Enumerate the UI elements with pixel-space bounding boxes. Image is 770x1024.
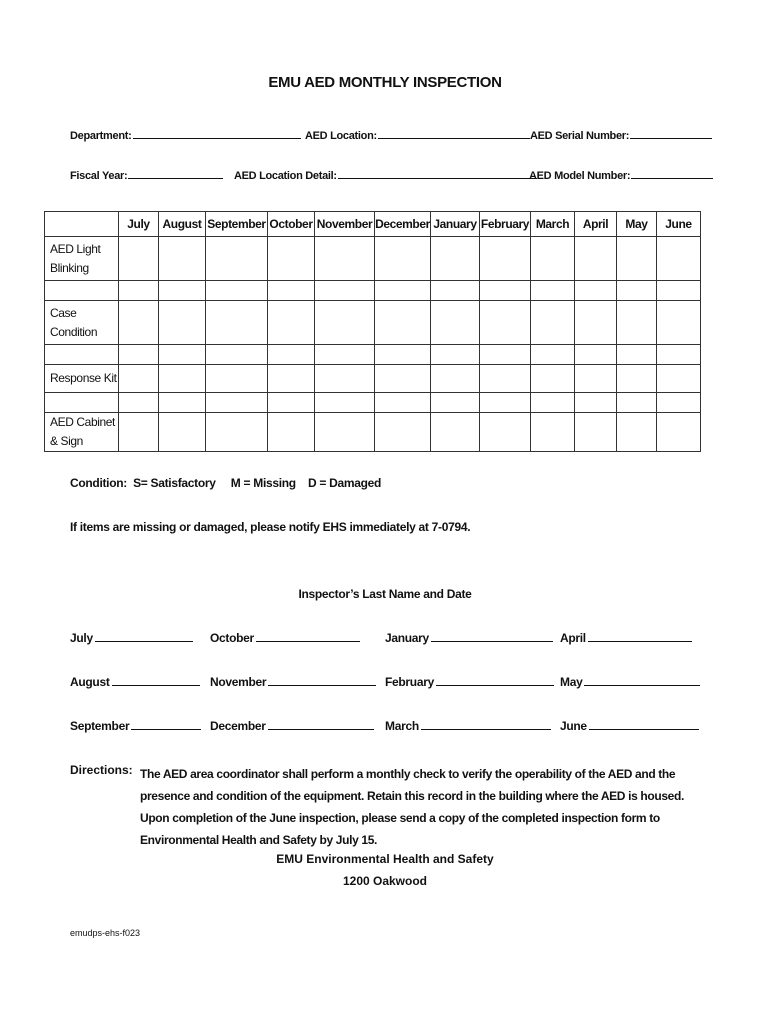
spacer-cell <box>657 393 701 413</box>
fiscal-year-label: Fiscal Year: <box>70 170 128 182</box>
inspection-cell[interactable] <box>617 301 657 345</box>
row-label <box>45 237 119 281</box>
inspection-cell[interactable] <box>206 237 268 281</box>
aed-serial-number-input-line[interactable] <box>630 128 712 139</box>
inspection-cell[interactable] <box>657 365 701 393</box>
sig-march-label: March <box>385 719 419 733</box>
inspection-row <box>45 237 701 281</box>
spacer-cell <box>268 393 315 413</box>
inspection-cell[interactable] <box>480 365 531 393</box>
inspection-cell[interactable] <box>617 413 657 452</box>
fiscal-year-field[interactable] <box>70 168 223 182</box>
spacer-cell <box>657 281 701 301</box>
aed-model-number-field[interactable] <box>529 168 713 182</box>
spacer-cell <box>431 345 480 365</box>
month-header: July <box>119 212 159 237</box>
inspection-cell[interactable] <box>159 237 206 281</box>
inspection-cell[interactable] <box>431 365 480 393</box>
spacer-cell <box>45 281 119 301</box>
sig-september-label: September <box>70 719 130 733</box>
row-label-line2: Blinking <box>50 260 89 275</box>
spacer-cell <box>431 281 480 301</box>
corner-cell <box>45 212 119 237</box>
spacer-cell <box>617 345 657 365</box>
row-label <box>45 301 119 345</box>
sig-may[interactable] <box>560 674 700 689</box>
month-header: April <box>575 212 617 237</box>
spacer-row <box>45 393 701 413</box>
spacer-cell <box>206 345 268 365</box>
legend-missing: M = Missing <box>230 476 296 490</box>
footer-address: 1200 Oakwood <box>342 874 428 888</box>
sig-december-label: December <box>210 719 266 733</box>
sig-january-line[interactable] <box>431 630 553 642</box>
sig-december[interactable] <box>210 718 374 733</box>
spacer-cell <box>617 393 657 413</box>
inspection-cell[interactable] <box>375 413 431 452</box>
aed-model-number-label: AED Model Number: <box>529 170 631 182</box>
month-header: March <box>531 212 575 237</box>
form-code: emudps-ehs-f023 <box>70 928 141 938</box>
row-label <box>45 365 119 393</box>
spacer-cell <box>159 393 206 413</box>
sig-september-line[interactable] <box>131 718 201 730</box>
inspection-cell[interactable] <box>657 237 701 281</box>
spacer-cell <box>315 281 375 301</box>
sig-june-label: June <box>560 719 587 733</box>
inspection-row <box>45 365 701 393</box>
inspection-cell[interactable] <box>431 301 480 345</box>
spacer-cell <box>315 345 375 365</box>
inspection-cell[interactable] <box>119 413 159 452</box>
sig-july[interactable] <box>70 630 193 645</box>
inspection-cell[interactable] <box>159 301 206 345</box>
inspection-row <box>45 301 701 345</box>
aed-location-label: AED Location: <box>305 130 377 142</box>
inspection-cell[interactable] <box>268 301 315 345</box>
sig-february[interactable] <box>385 674 554 689</box>
sig-november-line[interactable] <box>268 674 376 686</box>
spacer-cell <box>431 393 480 413</box>
sig-october[interactable] <box>210 630 360 645</box>
row-label-line1: Case <box>50 305 77 320</box>
spacer-row <box>45 281 701 301</box>
inspection-cell[interactable] <box>268 365 315 393</box>
spacer-cell <box>531 345 575 365</box>
notice-text: If items are missing or damaged, please notify EHS immediately at 7-0794. <box>70 520 471 534</box>
spacer-cell <box>480 393 531 413</box>
sig-august-label: August <box>70 675 110 689</box>
row-label-line1: AED Light <box>50 241 101 256</box>
inspection-cell[interactable] <box>480 413 531 452</box>
inspection-cell[interactable] <box>315 365 375 393</box>
inspection-cell[interactable] <box>657 301 701 345</box>
inspection-cell[interactable] <box>268 413 315 452</box>
aed-location-detail-field[interactable] <box>234 168 537 182</box>
sig-april-label: April <box>560 631 586 645</box>
inspection-cell[interactable] <box>531 301 575 345</box>
aed-serial-number-field[interactable] <box>530 128 712 142</box>
inspection-cell[interactable] <box>480 301 531 345</box>
sig-july-label: July <box>70 631 93 645</box>
month-header: September <box>206 212 268 237</box>
sig-december-line[interactable] <box>268 718 374 730</box>
inspection-cell[interactable] <box>159 365 206 393</box>
inspection-grid <box>44 211 701 452</box>
directions-label: Directions: <box>70 763 133 777</box>
inspection-cell[interactable] <box>575 301 617 345</box>
sig-may-line[interactable] <box>584 674 700 686</box>
spacer-cell <box>480 345 531 365</box>
sig-june-line[interactable] <box>589 718 699 730</box>
spacer-cell <box>206 281 268 301</box>
aed-location-input-line[interactable] <box>378 128 530 139</box>
sig-january[interactable] <box>385 630 553 645</box>
sig-february-line[interactable] <box>436 674 554 686</box>
inspection-cell[interactable] <box>617 237 657 281</box>
aed-location-detail-input-line[interactable] <box>338 168 537 179</box>
row-label-line2: & Sign <box>50 434 83 448</box>
row-label <box>45 413 119 452</box>
spacer-cell <box>531 393 575 413</box>
inspection-cell[interactable] <box>531 237 575 281</box>
month-header: November <box>315 212 375 237</box>
row-label-line1: Response Kit <box>50 371 117 385</box>
sig-october-line[interactable] <box>256 630 360 642</box>
spacer-cell <box>206 393 268 413</box>
sig-april-line[interactable] <box>588 630 692 642</box>
spacer-row <box>45 345 701 365</box>
spacer-cell <box>575 393 617 413</box>
spacer-cell <box>119 281 159 301</box>
inspection-cell[interactable] <box>119 237 159 281</box>
sig-september[interactable] <box>70 718 201 733</box>
month-header-row <box>45 212 701 237</box>
aed-model-number-input-line[interactable] <box>631 168 713 179</box>
spacer-cell <box>531 281 575 301</box>
inspection-cell[interactable] <box>531 413 575 452</box>
inspection-cell[interactable] <box>375 301 431 345</box>
sig-april[interactable] <box>560 630 692 645</box>
row-label-line2: Condition <box>50 324 98 339</box>
aed-serial-number-label: AED Serial Number: <box>530 130 630 142</box>
inspection-cell[interactable] <box>206 365 268 393</box>
sig-august-line[interactable] <box>112 674 200 686</box>
department-input-line[interactable] <box>133 128 301 139</box>
spacer-cell <box>45 393 119 413</box>
month-header: December <box>375 212 431 237</box>
inspection-cell[interactable] <box>531 365 575 393</box>
inspection-row <box>45 413 701 452</box>
month-header: May <box>617 212 657 237</box>
sig-march-line[interactable] <box>421 718 551 730</box>
spacer-cell <box>119 345 159 365</box>
spacer-cell <box>119 393 159 413</box>
spacer-cell <box>575 281 617 301</box>
inspection-cell[interactable] <box>159 413 206 452</box>
spacer-cell <box>268 345 315 365</box>
inspection-cell[interactable] <box>431 237 480 281</box>
fiscal-year-input-line[interactable] <box>128 168 223 179</box>
inspection-cell[interactable] <box>268 237 315 281</box>
inspection-cell[interactable] <box>657 413 701 452</box>
department-field[interactable] <box>70 128 301 142</box>
spacer-cell <box>315 393 375 413</box>
inspection-cell[interactable] <box>315 413 375 452</box>
spacer-cell <box>617 281 657 301</box>
spacer-cell <box>657 345 701 365</box>
spacer-cell <box>575 345 617 365</box>
inspection-cell[interactable] <box>315 237 375 281</box>
directions-text: The AED area coordinator shall perform a monthly check to verify the operability of the AED and the presence and condition of the equipment. Retain this record in the building where the AED is housed. Upon completion of the June inspection, please send a copy of the completed inspection form to Environmental Health and Safety by July 15. <box>140 767 684 847</box>
sig-november[interactable] <box>210 674 376 689</box>
inspection-cell[interactable] <box>206 413 268 452</box>
spacer-cell <box>375 345 431 365</box>
inspection-cell[interactable] <box>431 413 480 452</box>
inspection-cell[interactable] <box>315 301 375 345</box>
spacer-cell <box>480 281 531 301</box>
sig-november-label: November <box>210 675 267 689</box>
footer-org: EMU Environmental Health and Safety <box>276 852 494 866</box>
sig-march[interactable] <box>385 718 551 733</box>
month-header: January <box>431 212 480 237</box>
inspection-cell[interactable] <box>206 301 268 345</box>
legend-satisfactory: S= Satisfactory <box>133 476 216 490</box>
sig-october-label: October <box>210 631 254 645</box>
inspection-cell[interactable] <box>617 365 657 393</box>
condition-legend <box>70 476 381 490</box>
inspection-cell[interactable] <box>375 237 431 281</box>
aed-location-field[interactable] <box>305 128 530 142</box>
month-header: October <box>268 212 315 237</box>
spacer-cell <box>45 345 119 365</box>
grid-body <box>45 237 701 452</box>
month-header: June <box>657 212 701 237</box>
spacer-cell <box>159 345 206 365</box>
inspection-cell[interactable] <box>575 413 617 452</box>
month-header: August <box>159 212 206 237</box>
sig-january-label: January <box>385 631 429 645</box>
sig-june[interactable] <box>560 718 699 733</box>
inspection-cell[interactable] <box>480 237 531 281</box>
sig-august[interactable] <box>70 674 200 689</box>
inspector-heading: Inspector’s Last Name and Date <box>298 587 472 601</box>
legend-damaged: D = Damaged <box>307 476 382 490</box>
inspection-cell[interactable] <box>375 365 431 393</box>
month-header: February <box>480 212 531 237</box>
aed-location-detail-label: AED Location Detail: <box>234 170 337 182</box>
inspection-cell[interactable] <box>119 301 159 345</box>
department-label: Department: <box>70 130 132 142</box>
inspection-cell[interactable] <box>119 365 159 393</box>
sig-july-line[interactable] <box>95 630 193 642</box>
condition-label: Condition: <box>70 476 127 490</box>
spacer-cell <box>375 281 431 301</box>
sig-february-label: February <box>385 675 434 689</box>
inspection-cell[interactable] <box>575 237 617 281</box>
row-label-line1: AED Cabinet <box>50 415 115 429</box>
spacer-cell <box>268 281 315 301</box>
form-title: EMU AED MONTHLY INSPECTION <box>268 74 502 91</box>
inspection-cell[interactable] <box>575 365 617 393</box>
spacer-cell <box>159 281 206 301</box>
spacer-cell <box>375 393 431 413</box>
sig-may-label: May <box>560 675 583 689</box>
